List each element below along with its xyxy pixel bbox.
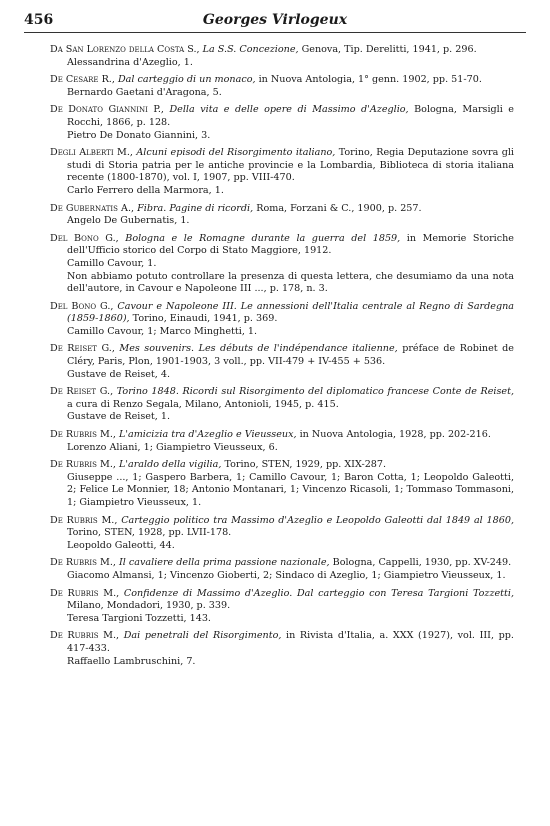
bibliography-entry	[50, 588, 514, 626]
entry-author: Del Bono G.,	[50, 300, 114, 312]
bibliography-entry	[50, 515, 514, 553]
entry-citation	[50, 459, 514, 472]
entry-author: De Gubernatis A.,	[50, 202, 135, 214]
entry-title: L'amicizia tra d'Azeglio e Vieusseux,	[118, 429, 297, 441]
entry-correspondents: Giacomo Almansi, 1; Vincenzo Gioberti, 2; Sindaco di Azeglio, 1; Giampietro Vieusseux, 1.	[67, 569, 506, 581]
entry-details: préface de Robinet de Cléry, Paris, Plon, 1901-1903, 3 voll., pp. VII-479 + IV-455 + 536.	[67, 343, 514, 368]
entry-citation	[50, 429, 514, 442]
entry-citation	[50, 343, 514, 368]
entry-citation	[50, 386, 514, 411]
bibliography-list	[50, 44, 514, 673]
bibliography-entry	[50, 104, 514, 142]
entry-citation	[50, 630, 514, 655]
page-number: 456	[24, 12, 54, 28]
entry-details: Torino, STEN, 1928, pp. LVII-178.	[67, 527, 232, 539]
entry-author: De Rubris M.,	[50, 557, 116, 569]
entry-title: Confidenze di Massimo d'Azeglio. Dal carteggio con Teresa Targioni Tozzetti,	[123, 587, 515, 599]
entry-citation	[50, 44, 514, 57]
entry-correspondents: Teresa Targioni Tozzetti, 143.	[67, 612, 211, 624]
entry-title: Cavour e Napoleone III. Le annessioni dell'Italia centrale al Regno di Sardegna (1859-1860),	[67, 300, 514, 325]
entry-correspondents: Carlo Ferrero della Marmora, 1.	[67, 184, 224, 196]
entry-author: De Cesare R.,	[50, 74, 115, 86]
entry-author: De Donato Giannini P.,	[50, 104, 164, 116]
bibliography-entry	[50, 429, 514, 454]
entry-title: Dai penetrali del Risorgimento,	[123, 630, 282, 642]
entry-author: Del Bono G.,	[50, 232, 119, 244]
entry-author: Degli Alberti M.,	[50, 147, 133, 159]
entry-correspondents: Leopoldo Galeotti, 44.	[67, 539, 175, 551]
entry-title: Mes souvenirs. Les débuts de l'indépendance italienne,	[119, 343, 398, 355]
entry-author: De Rubris M.,	[50, 514, 118, 526]
entry-citation	[50, 515, 514, 540]
bibliography-entry	[50, 343, 514, 381]
bibliography-entry	[50, 44, 514, 69]
entry-author: De Rubris M.,	[50, 630, 120, 642]
entry-correspondents: Lorenzo Aliani, 1; Giampietro Vieusseux, 6.	[67, 441, 278, 453]
entry-details: Roma, Forzani & C., 1900, p. 257.	[256, 202, 422, 214]
entry-title: Fibra. Pagine di ricordi,	[137, 202, 254, 214]
entry-citation	[50, 588, 514, 613]
entry-details: in Nuova Antologia, 1928, pp. 202-216.	[299, 429, 491, 441]
entry-title: La S.S. Concezione,	[202, 44, 299, 55]
entry-details: Genova, Tip. Derelitti, 1941, p. 296.	[301, 44, 477, 55]
bibliography-entry	[50, 630, 514, 668]
entry-details: in Rivista d'Italia, a. XXX (1927), vol. III, pp. 417-433.	[67, 630, 514, 654]
bibliography-entry	[50, 147, 514, 197]
entry-correspondents: Gustave de Reiset, 4.	[67, 368, 171, 380]
bibliography-entry	[50, 386, 514, 424]
entry-citation	[50, 104, 514, 129]
page-header	[24, 10, 526, 33]
entry-author: De Rubris M.,	[50, 459, 116, 471]
entry-citation	[50, 203, 514, 216]
entry-title: Della vita e delle opere di Massimo d'Azeglio,	[169, 104, 409, 116]
entry-title: Bologna e le Romagne durante la guerra del 1859,	[125, 232, 401, 244]
entry-correspondents: Bernardo Gaetani d'Aragona, 5.	[67, 86, 222, 98]
entry-details: Bologna, Cappelli, 1930, pp. XV-249.	[332, 557, 512, 569]
entry-correspondents: Non abbiamo potuto controllare la presenza di questa lettera, che desumiamo da una nota dell'autore, in Cavour e Napoleone III ..., p. 178, n. 3.	[67, 270, 514, 295]
entry-title: L'araldo della vigilia,	[118, 459, 222, 471]
entry-correspondents: Alessandrina d'Azeglio, 1.	[67, 56, 193, 68]
entry-title: Torino 1848. Ricordi sul Risorgimento del diplomatico francese Conte de Reiset,	[116, 386, 514, 398]
entry-details: a cura di Renzo Segala, Milano, Antonioli, 1945, p. 415.	[67, 398, 339, 410]
entry-citation	[50, 557, 514, 570]
entry-details: in Memorie Storiche dell'Ufficio storico del Corpo di Stato Maggiore, 1912.	[67, 232, 514, 257]
entry-title: Carteggio politico tra Massimo d'Azeglio e Leopoldo Galeotti dal 1849 al 1860,	[121, 514, 514, 526]
entry-author: De Rubris M.,	[50, 587, 120, 599]
entry-details: Torino, Einaudi, 1941, p. 369.	[132, 313, 278, 325]
bibliography-entry	[50, 233, 514, 296]
bibliography-entry	[50, 301, 514, 339]
entry-author: De Reiset G.,	[50, 386, 114, 398]
entry-citation	[50, 147, 514, 185]
entry-details: Bologna, Marsigli e Rocchi, 1866, p. 128.	[67, 104, 514, 128]
entry-title: Il cavaliere della prima passione nazionale,	[118, 557, 330, 569]
entry-details: in Nuova Antologia, 1° genn. 1902, pp. 51-70.	[258, 74, 482, 86]
bibliography-entry	[50, 459, 514, 509]
entry-title: Alcuni episodi del Risorgimento italiano,	[136, 147, 336, 159]
entry-correspondents: Giuseppe ..., 1; Gaspero Barbera, 1; Camillo Cavour, 1; Baron Cotta, 1; Leopoldo Galeotti, 2; Felice Le Monnier, 18; Antonio Montanari, 1; Vincenzo Ricasoli, 1; Tommaso Tommasoni, 1; Giampietro Vieusseux, 1.	[67, 471, 514, 508]
entry-details: Torino, Regia Deputazione sovra gli studi di Storia patria per le antiche provincie e la Lombardia, Biblioteca di storia italiana recente (1800-1870), vol. I, 1907, pp. VIII-470.	[67, 147, 514, 184]
bibliography-entry	[50, 557, 514, 582]
entry-title: Dal carteggio di un monaco,	[117, 74, 256, 86]
entry-citation	[50, 233, 514, 258]
entry-author: De Rubris M.,	[50, 429, 116, 441]
entry-author: Da San Lorenzo della Costa S.,	[50, 44, 200, 55]
entry-correspondents: Camillo Cavour, 1.	[67, 257, 157, 269]
entry-correspondents: Pietro De Donato Giannini, 3.	[67, 129, 211, 141]
entry-correspondents: Camillo Cavour, 1; Marco Minghetti, 1.	[67, 325, 258, 337]
entry-details: Milano, Mondadori, 1930, p. 339.	[67, 600, 231, 612]
entry-details: Torino, STEN, 1929, pp. XIX-287.	[224, 459, 387, 471]
entry-author: De Reiset G.,	[50, 343, 115, 355]
running-head: Georges Virlogeux	[202, 12, 348, 28]
entry-correspondents: Raffaello Lambruschini, 7.	[67, 655, 196, 667]
entry-citation	[50, 301, 514, 326]
entry-correspondents: Gustave de Reiset, 1.	[67, 411, 171, 423]
entry-citation	[50, 74, 514, 87]
bibliography-entry	[50, 74, 514, 99]
bibliography-entry	[50, 203, 514, 228]
entry-correspondents: Angelo De Gubernatis, 1.	[67, 215, 190, 227]
